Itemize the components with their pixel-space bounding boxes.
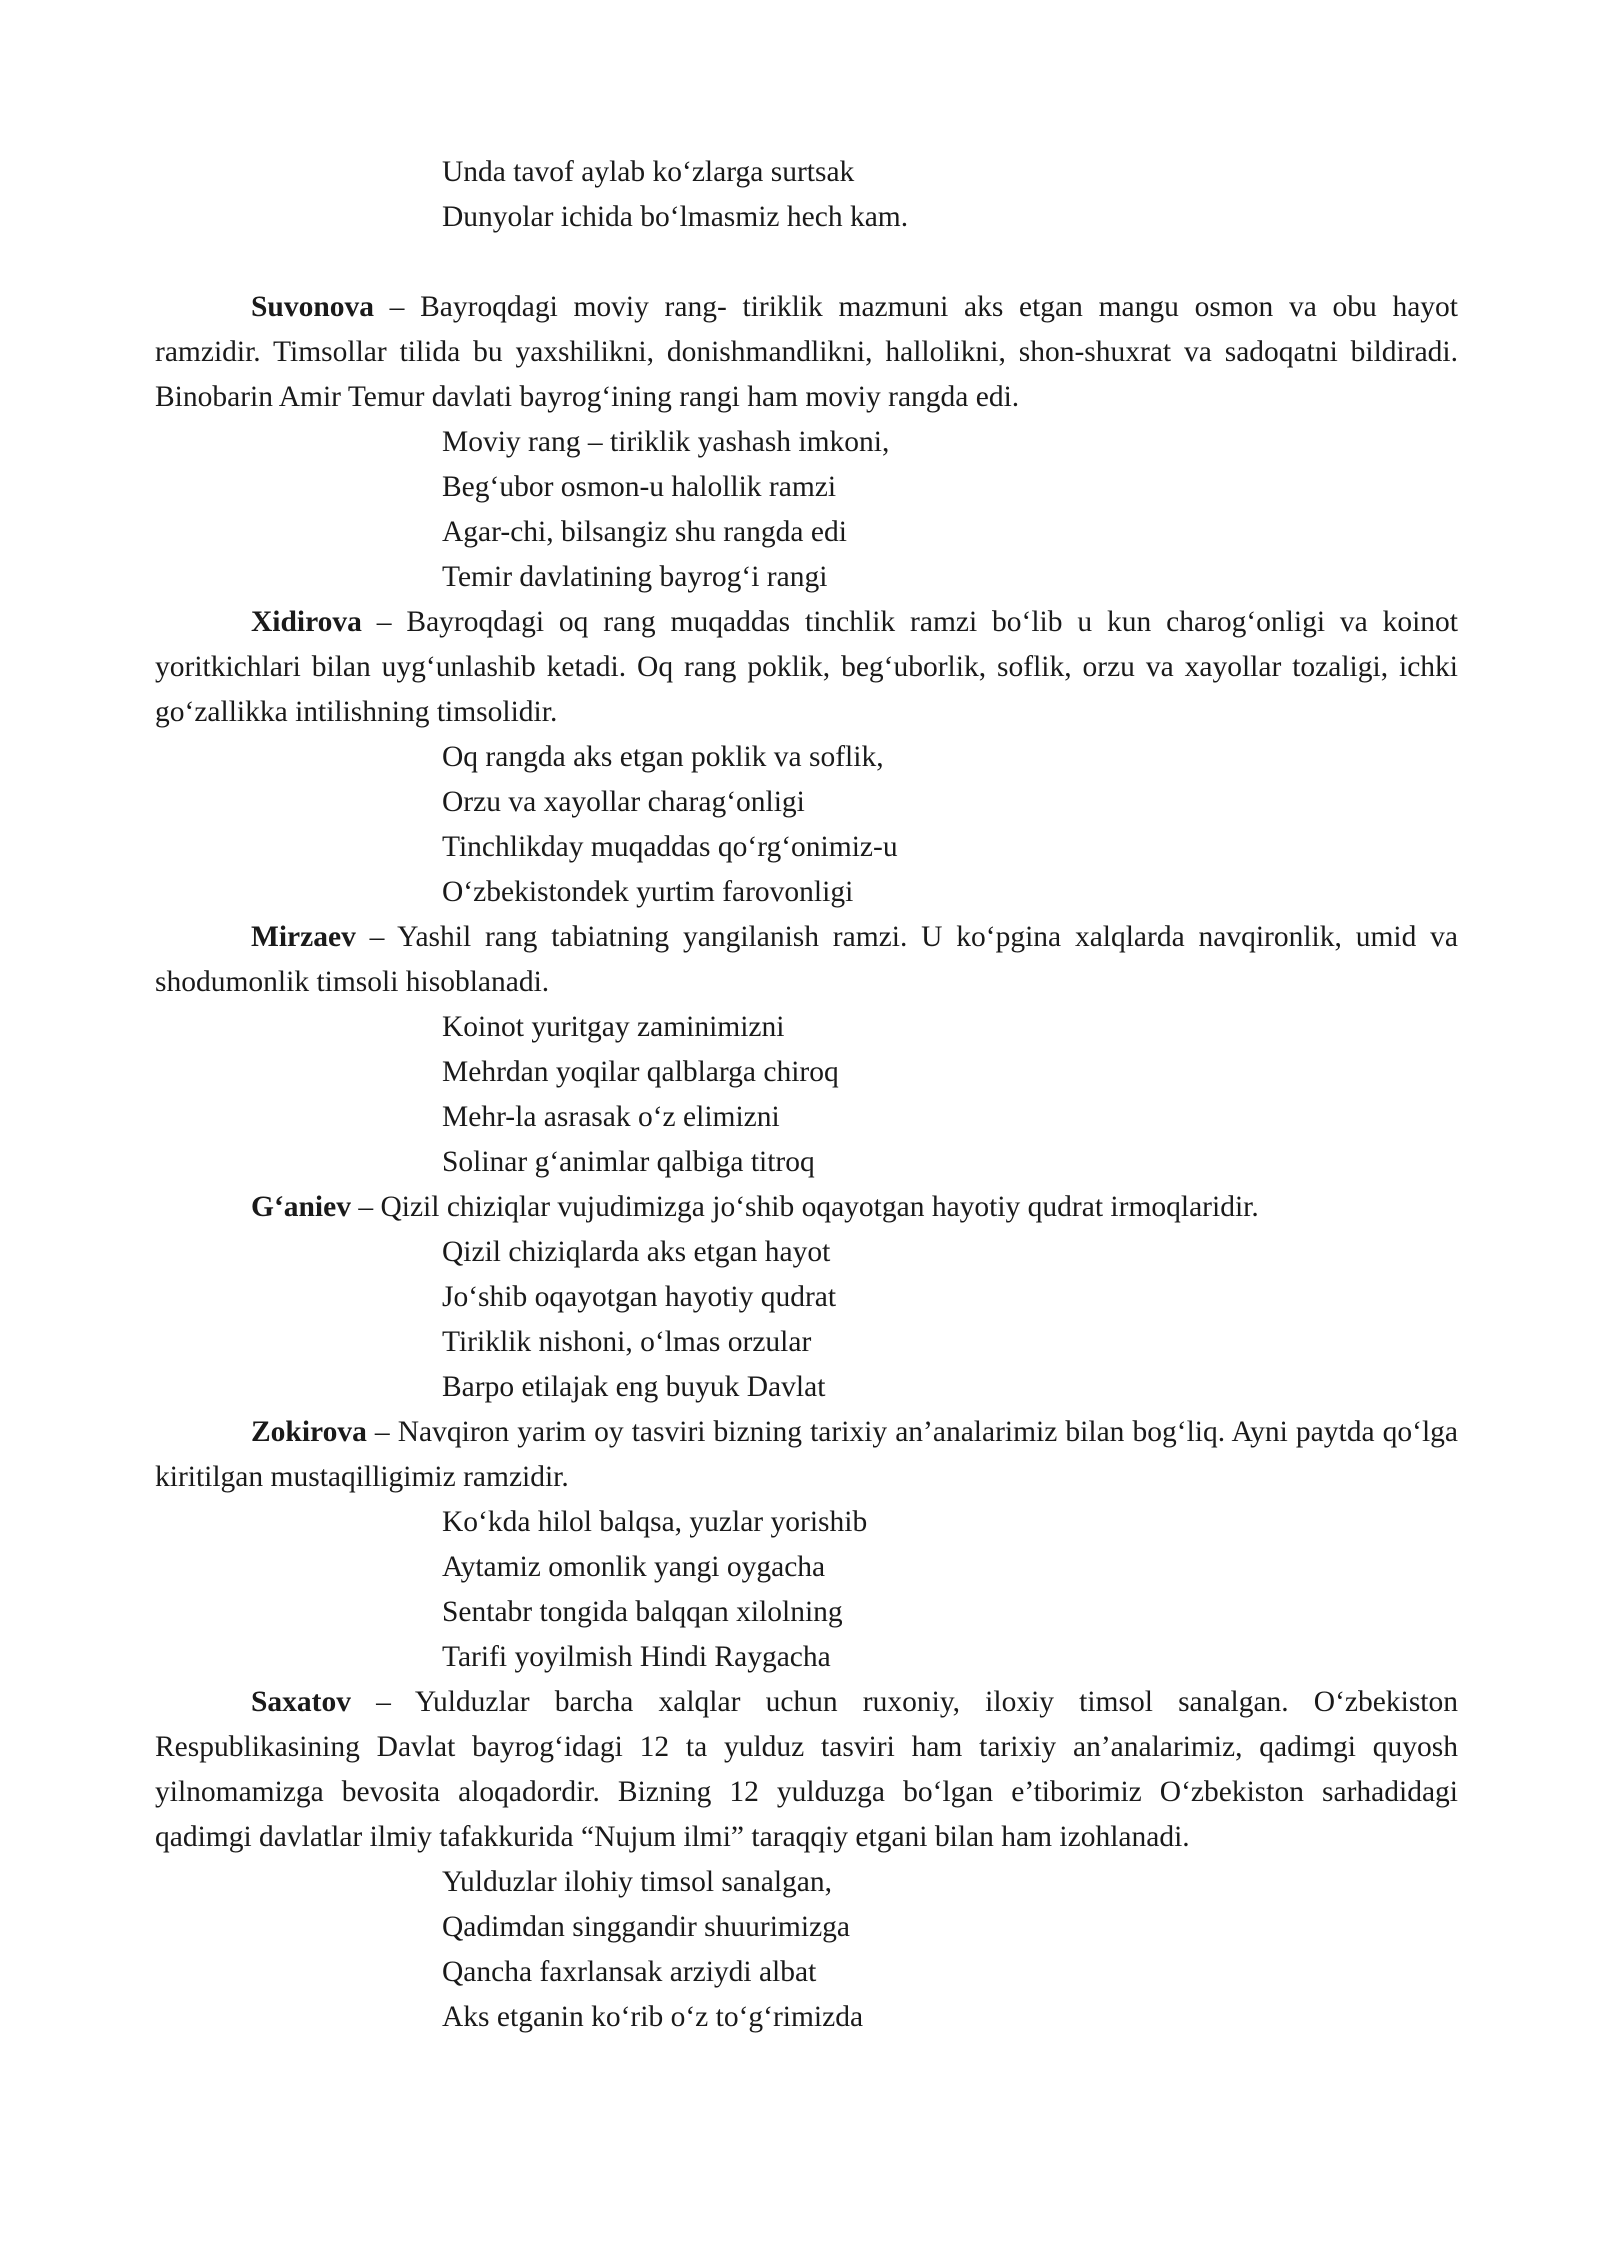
verse-block (155, 735, 1458, 915)
verse-block (155, 420, 1458, 600)
speaker-name: Xidirova (251, 606, 362, 638)
paragraph-text: – Qizil chiziqlar vujudimizga jo‘shib oqayotgan hayotiy qudrat irmoqlaridir. (350, 1191, 1259, 1223)
section-saxatov (155, 1680, 1458, 2040)
paragraph (155, 285, 1458, 420)
section-xidirova (155, 600, 1458, 915)
verse-line: Qizil chiziqlarda aks etgan hayot (442, 1236, 831, 1268)
paragraph-text: – Bayroqdagi oq rang muqaddas tinchlik ramzi bo‘lib u kun charog‘onligi va koinot yoritkichlari bilan uyg‘unlashib ketadi. Oq rang poklik, beg‘uborlik, soflik, orzu va xayollar tozaligi, ichki go‘zallikka intilishning timsolidir. (155, 606, 1458, 728)
verse-line: Unda tavof aylab ko‘zlarga surtsak (442, 156, 855, 188)
verse-line: Tarifi yoyilmish Hindi Raygacha (442, 1641, 831, 1673)
verse-line: Tinchlikday muqaddas qo‘rg‘onimiz-u (442, 831, 898, 863)
verse-line: Solinar g‘animlar qalbiga titroq (442, 1146, 815, 1178)
blank-line (155, 240, 1458, 285)
document-page (155, 150, 1458, 2040)
verse-line: Oq rangda aks etgan poklik va soflik, (442, 741, 884, 773)
verse-block (155, 1005, 1458, 1185)
verse-block (155, 1230, 1458, 1410)
paragraph-text: – Yulduzlar barcha xalqlar uchun ruxoniy, iloxiy timsol sanalgan. O‘zbekiston Respublikasining Davlat bayrog‘idagi 12 ta yulduz tasviri ham tarixiy an’analarimiz, qadimgi quyosh yilnomamizga bevosita aloqadordir. Bizning 12 yulduzga bo‘lgan e’tiborimiz O‘zbekiston sarhadidagi qadimgi davlatlar ilmiy tafakkurida “Nujum ilmi” taraqqiy etgani bilan ham izohlanadi. (155, 1686, 1458, 1853)
section-zokirova (155, 1410, 1458, 1680)
speaker-name: Zokirova (251, 1416, 367, 1448)
speaker-name: G‘aniev (251, 1191, 351, 1223)
section-ganiev (155, 1185, 1458, 1410)
verse-line: Moviy rang – tiriklik yashash imkoni, (442, 426, 890, 458)
verse-line: Agar-chi, bilsangiz shu rangda edi (442, 516, 847, 548)
verse-line: Koinot yuritgay zaminimizni (442, 1011, 785, 1043)
paragraph (155, 915, 1458, 1005)
verse-line: Jo‘shib oqayotgan hayotiy qudrat (442, 1281, 837, 1313)
verse-line: Beg‘ubor osmon-u halollik ramzi (442, 471, 837, 503)
paragraph-text: – Bayroqdagi moviy rang- tiriklik mazmuni aks etgan mangu osmon va obu hayot ramzidir. Timsollar tilida bu yaxshilikni, donishmandlikni, hallolikni, shon-shuxrat va sadoqatni bildiradi. Binobarin Amir Temur davlati bayrog‘ining rangi ham moviy rangda edi. (155, 291, 1458, 413)
paragraph-text: – Navqiron yarim oy tasviri bizning tarixiy an’analarimiz bilan bog‘liq. Ayni paytda qo‘lga kiritilgan mustaqilligimiz ramzidir. (155, 1416, 1458, 1493)
verse-line: Tiriklik nishoni, o‘lmas orzular (442, 1326, 812, 1358)
verse-line: Mehr-la asrasak o‘z elimizni (442, 1101, 780, 1133)
verse-line: Temir davlatining bayrog‘i rangi (442, 561, 828, 593)
paragraph (155, 600, 1458, 735)
paragraph (155, 1185, 1458, 1230)
verse-line: Aytamiz omonlik yangi oygacha (442, 1551, 826, 1583)
section-mirzaev (155, 915, 1458, 1185)
paragraph-text: – Yashil rang tabiatning yangilanish ramzi. U ko‘pgina xalqlarda navqironlik, umid va shodumonlik timsoli hisoblanadi. (155, 921, 1458, 998)
intro-verse (155, 150, 1458, 240)
verse-line: O‘zbekistondek yurtim farovonligi (442, 876, 854, 908)
verse-line: Barpo etilajak eng buyuk Davlat (442, 1371, 826, 1403)
verse-line: Aks etganin ko‘rib o‘z to‘g‘rimizda (442, 2001, 864, 2033)
verse-line: Mehrdan yoqilar qalblarga chiroq (442, 1056, 839, 1088)
paragraph (155, 1410, 1458, 1500)
verse-block (155, 1500, 1458, 1680)
verse-line: Qadimdan singgandir shuurimizga (442, 1911, 851, 1943)
speaker-name: Suvonova (251, 291, 374, 323)
verse-line: Yulduzlar ilohiy timsol sanalgan, (442, 1866, 832, 1898)
paragraph (155, 1680, 1458, 1860)
verse-line: Dunyolar ichida bo‘lmasmiz hech kam. (442, 201, 909, 233)
section-suvonova (155, 285, 1458, 600)
speaker-name: Mirzaev (251, 921, 356, 953)
speaker-name: Saxatov (251, 1686, 351, 1718)
verse-line: Qancha faxrlansak arziydi albat (442, 1956, 817, 1988)
verse-line: Sentabr tongida balqqan xilolning (442, 1596, 843, 1628)
verse-line: Orzu va xayollar charag‘onligi (442, 786, 805, 818)
verse-line: Ko‘kda hilol balqsa, yuzlar yorishib (442, 1506, 868, 1538)
verse-block (155, 1860, 1458, 2040)
